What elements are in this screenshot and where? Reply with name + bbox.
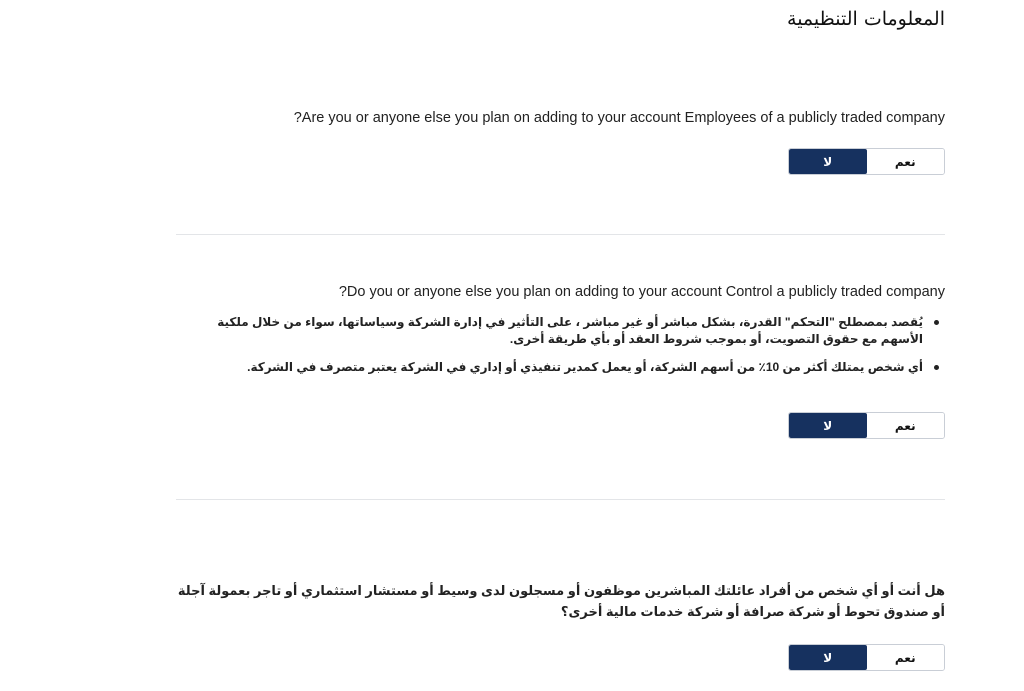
control-definition-list <box>176 314 945 387</box>
question-employees-text: ?Are you or anyone else you plan on adding to your account Employees of a publicly traded company <box>293 110 945 126</box>
question-employees-toggle <box>788 148 945 175</box>
question-control-toggle <box>788 412 945 439</box>
list-item-text: يُقصد بمصطلح "التحكم" القدرة، بشكل مباشر أو غير مباشر ، على التأثير في إدارة الشركة وسياساتها، سواء من خلال ملكية الأسهم مع حقوق التصويت، أو بموجب شروط العقد أو بأي طريقة أخرى. <box>217 315 923 346</box>
list-item <box>176 359 923 376</box>
section-divider <box>176 234 945 235</box>
no-option-button[interactable]: لا <box>789 149 867 174</box>
bullet-icon <box>934 320 939 325</box>
page-title: المعلومات التنظيمية <box>787 8 945 30</box>
question-financial-affiliation-text: هل أنت أو أي شخص من أفراد عائلتك المباشرين موظفون أو مسجلون لدى وسيط أو مستشار استثماري أو تاجر بعمولة آجلة أو صندوق تحوط أو شركة صرافة أو شركة خدمات مالية أخرى؟ <box>177 583 945 619</box>
yes-option-button[interactable]: نعم <box>867 645 945 670</box>
no-option-button[interactable]: لا <box>789 645 867 670</box>
list-item-text: أي شخص يمتلك أكثر من 10٪ من أسهم الشركة، أو يعمل كمدير تنفيذي أو إداري في الشركة يعتبر متصرف في الشركة. <box>247 360 923 374</box>
section-divider <box>176 499 945 500</box>
question-control-text: ?Do you or anyone else you plan on adding to your account Control a publicly traded company <box>338 284 945 300</box>
yes-option-button[interactable]: نعم <box>867 149 945 174</box>
question-financial-affiliation-toggle <box>788 644 945 671</box>
list-item <box>176 314 923 348</box>
bullet-icon <box>934 365 939 370</box>
yes-option-button[interactable]: نعم <box>867 413 945 438</box>
no-option-button[interactable]: لا <box>789 413 867 438</box>
